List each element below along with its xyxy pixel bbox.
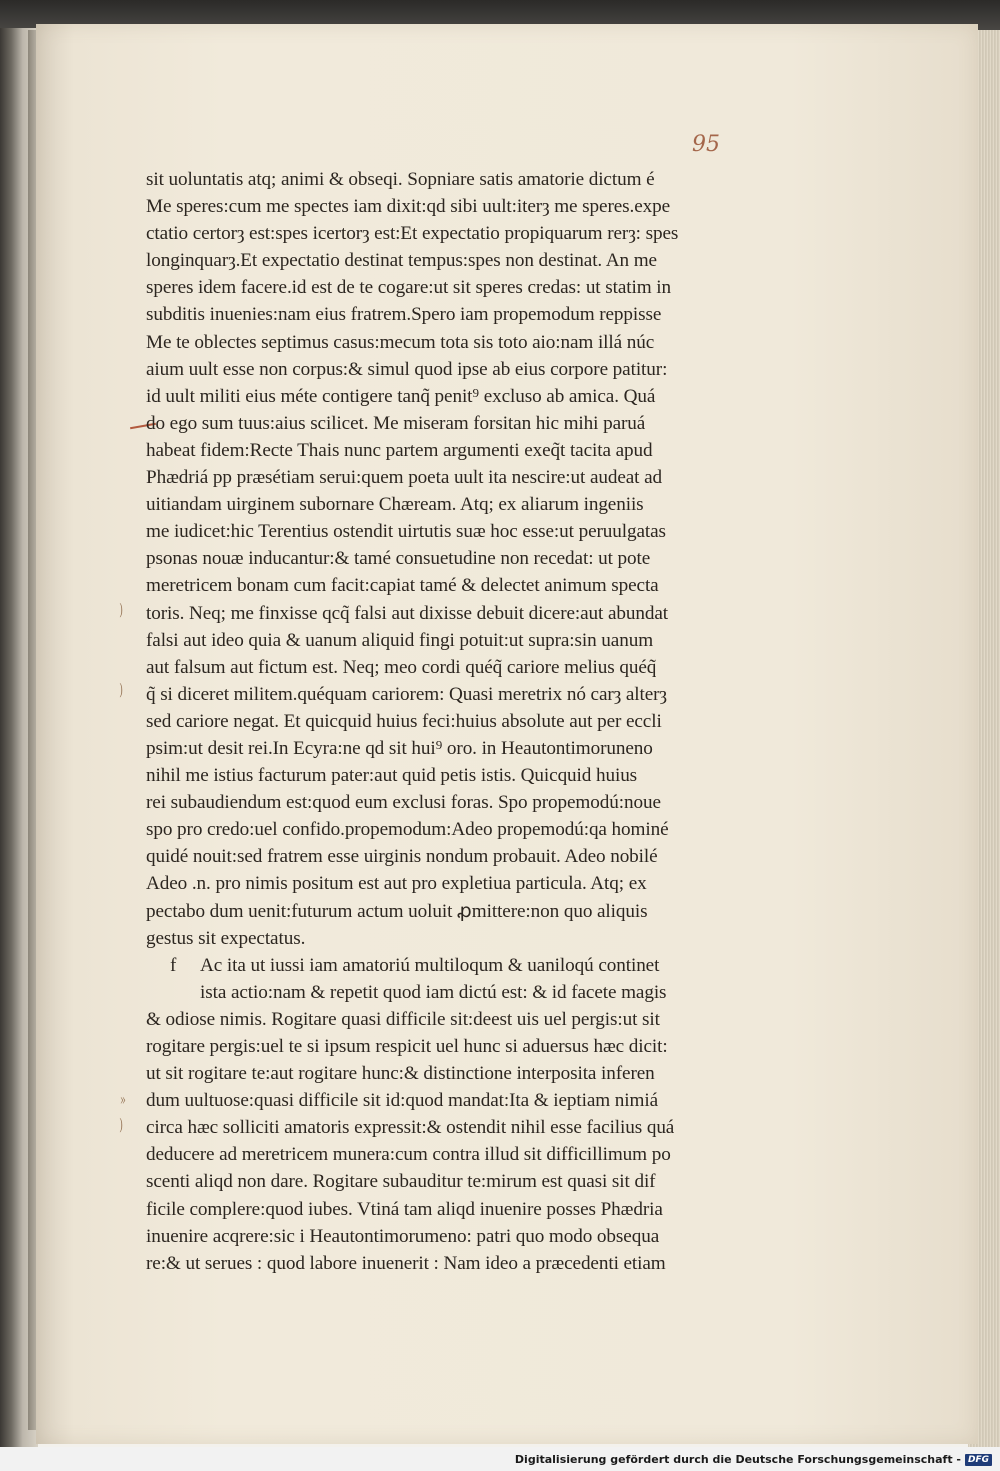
funding-credit — [515, 1453, 992, 1466]
text-line: spo pro credo:uel confido.propemodum:Adeo propemodú:qa hominé — [146, 819, 669, 841]
text-line: q̃ si diceret militem.quéquam cariorem: Quasi meretrix nó carȝ alterȝ — [146, 683, 667, 705]
text-line: re:& ut serues : quod labore inuenerit : Nam ideo a præcedenti etiam — [146, 1252, 666, 1274]
text-line: Me te oblectes septimus casus:mecum tota sis toto aio:nam illá núc — [146, 331, 655, 353]
text-line: rei subaudiendum est:quod eum exclusi foras. Spo propemodú:noue — [146, 792, 661, 814]
text-line: meretricem bonam cum facit:capiat tamé & delectet animum specta — [146, 575, 659, 597]
text-line: scenti aliqd non dare. Rogitare subauditur te:mirum est quasi sit dif — [146, 1171, 656, 1193]
text-line: gestus sit expectatus. — [146, 927, 306, 949]
margin-bracket-mark: ) — [119, 600, 123, 619]
text-line: pectabo dum uenit:futurum actum uoluit ꝓmittere:non quo aliquis — [146, 900, 648, 922]
text-line: sit uoluntatis atq; animi & obseqi. Sopniare satis amatorie dictum é — [146, 169, 655, 190]
margin-bracket-mark: ) — [119, 1115, 123, 1134]
text-line: Me speres:cum me spectes iam dixit:qd sibi uult:iterȝ me speres.expe — [146, 196, 671, 218]
text-line: habeat fidem:Recte Thais nunc partem argumenti exeq̃t tacita apud — [146, 439, 653, 461]
margin-bracket-mark: » — [119, 1090, 126, 1109]
text-line: nihil me istius facturum pater:aut quid petis istis. Quicquid huius — [146, 765, 638, 787]
section-line — [146, 952, 726, 979]
text-line: psim:ut desit rei.In Ecyra:ne qd sit hui⁹ oro. in Heautontimoruneno — [146, 737, 653, 759]
text-line: toris. Neq; me finxisse qcq̃ falsi aut dixisse debuit dicere:aut abundat — [146, 602, 669, 624]
text-line: ctatio certorȝ est:spes icertorȝ est:Et expectatio propiquarum rerȝ: spes — [146, 223, 679, 245]
funding-credit-text: Digitalisierung gefördert durch die Deutsche Forschungsgemeinschaft - — [514, 1453, 961, 1466]
text-line: aut falsum aut fictum est. Neq; meo cordi quéq̃ cariore melius quéq̃ — [146, 656, 657, 678]
text-line: dum uultuose:quasi difficile sit id:quod mandat:Ita & ieptiam nimiá — [146, 1090, 658, 1112]
text-line: speres idem facere.id est de te cogare:ut sit speres credas: ut statim in — [146, 277, 671, 299]
text-line: subditis inuenies:nam eius fratrem.Spero iam propemodum reppisse — [146, 304, 662, 326]
margin-bracket-mark: ) — [119, 680, 123, 699]
dfg-logo: DFG — [965, 1454, 992, 1466]
text-line: do ego sum tuus:aius scilicet. Me miseram forsitan hic mihi paruá — [146, 412, 646, 434]
text-line: falsi aut ideo quia & uanum aliquid fingi potuit:ut supra:sin uanum — [146, 629, 654, 651]
text-line: Adeo .n. pro nimis positum est aut pro expletiua particula. Atq; ex — [146, 873, 647, 895]
text-line: aium uult esse non corpus:& simul quod ipse ab eius corpore patitur: — [146, 358, 668, 380]
commentary-text-block — [146, 166, 726, 1277]
text-line: ficile complere:quod iubes. Vtiná tam aliqd inuenire posses Phædria — [146, 1198, 663, 1220]
text-line: me iudicet:hic Terentius ostendit uirtutis suæ hoc esse:ut peruulgatas — [146, 521, 666, 543]
text-line: quidé nouit:sed fratrem esse uirginis nondum probauit. Adeo nobilé — [146, 846, 658, 868]
text-line: & odiose nimis. Rogitare quasi difficile sit:deest uis uel pergis:ut sit — [146, 1008, 660, 1030]
text-line: psonas nouæ inducantur:& tamé consuetudine non recedat: ut pote — [146, 548, 651, 570]
text-line: deducere ad meretricem munera:cum contra illud sit difficillimum po — [146, 1144, 671, 1166]
section-line-text: Ac ita ut iussi iam amatoriú multiloqum & uaniloqú continet — [200, 954, 660, 976]
section-line: ista actio:nam & repetit quod iam dictú est: & id facete magis — [200, 981, 667, 1003]
text-line: longinquarȝ.Et expectatio destinat tempus:spes non destinat. An me — [146, 250, 657, 272]
folio-number: 95 — [692, 132, 720, 157]
footer-bar — [0, 1447, 1000, 1471]
section-marker: f — [170, 954, 177, 976]
text-line: Phædriá pp præsétiam serui:quem poeta uult ita nescire:ut audeat ad — [146, 467, 663, 489]
text-line: circa hæc solliciti amatoris expressit:& ostendit nihil esse facilius quá — [146, 1117, 675, 1139]
text-line: inuenire acqrere:sic i Heautontimorumeno: patri quo modo obsequa — [146, 1225, 660, 1247]
text-line: sed cariore negat. Et quicquid huius feci:huius absolute aut per eccli — [146, 710, 662, 732]
text-line: rogitare pergis:uel te si ipsum respicit uel hunc si aduersus hæc dicit: — [146, 1036, 668, 1057]
text-line: id uult militi eius méte contigere tanq̃ penit⁹ excluso ab amica. Quá — [146, 385, 656, 407]
text-line: uitiandam uirginem subornare Chæream. Atq; ex aliarum ingeniis — [146, 494, 644, 516]
text-line: ut sit rogitare te:aut rogitare hunc:& distinctione interposita inferen — [146, 1063, 655, 1085]
